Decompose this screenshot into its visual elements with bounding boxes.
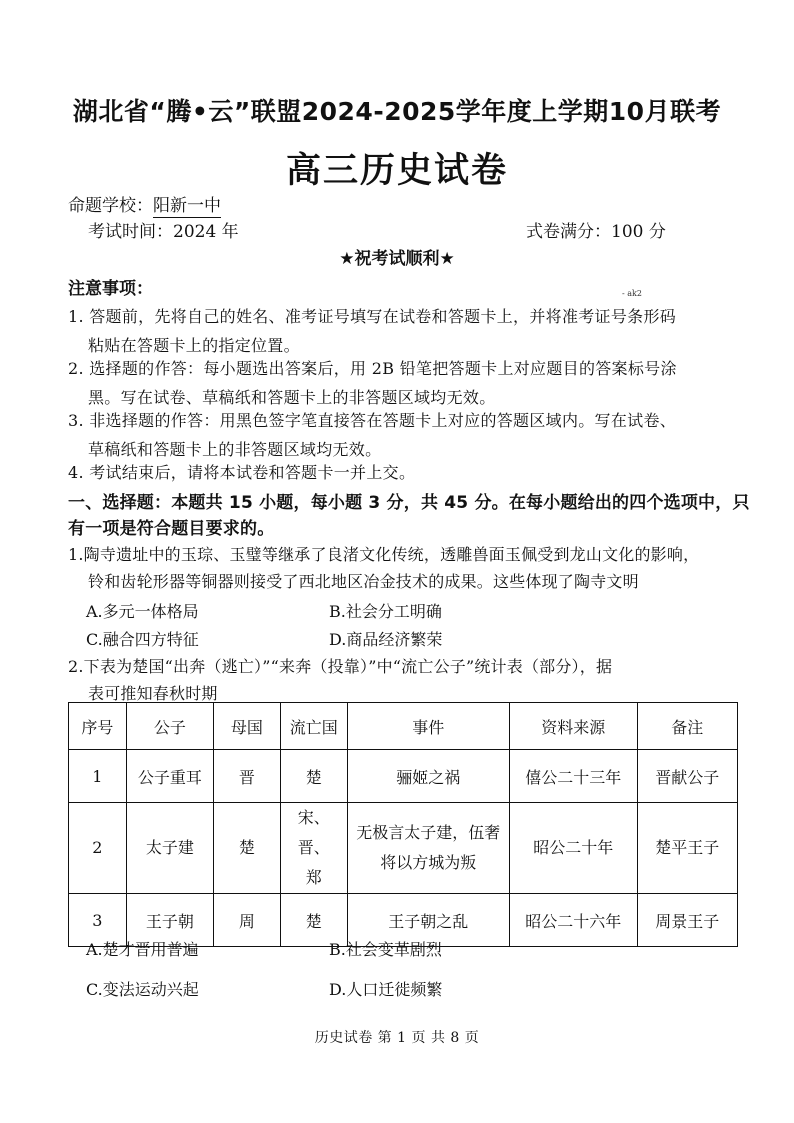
- col-header-home: 母国: [213, 703, 280, 750]
- cell-note: 周景王子: [637, 894, 737, 947]
- cell-event: 骊姬之祸: [347, 750, 509, 803]
- cell-exile: [280, 803, 347, 894]
- scan-speck: - ak2: [622, 289, 642, 298]
- cell-note: 晋献公子: [637, 750, 737, 803]
- col-header-note: 备注: [637, 703, 737, 750]
- q1-option-d: D.商品经济繁荣: [329, 630, 443, 649]
- q2-option-b: B.社会变革剧烈: [329, 940, 442, 959]
- exam-header: 湖北省“腾•云”联盟2024-2025学年度上学期10月联考: [72, 97, 722, 126]
- cell-home: 晋: [213, 750, 280, 803]
- table-row: [69, 803, 738, 894]
- q1-option-b: B.社会分工明确: [329, 602, 442, 621]
- q1-option-a: A.多元一体格局: [86, 602, 199, 621]
- cell-no: 3: [69, 894, 127, 947]
- cell-exile: 楚: [280, 894, 347, 947]
- notice-item-1-cont: 粘贴在答题卡上的指定位置。: [88, 336, 300, 355]
- cell-prince: 太子建: [126, 803, 213, 894]
- cell-note: 楚平王子: [637, 803, 737, 894]
- notice-item-4: 4. 考试结束后，请将本试卷和答题卡一并上交。: [68, 463, 416, 482]
- q2-option-d: D.人口迁徙频繁: [329, 980, 443, 999]
- cell-event-line-2: 将以方城为叛: [380, 853, 477, 872]
- cell-exile: 楚: [280, 750, 347, 803]
- notice-item-2-cont: 黑。写在试卷、草稿纸和答题卡上的非答题区域均无效。: [88, 388, 496, 407]
- notice-item-3-cont: 草稿纸和答题卡上的非答题区域均无效。: [88, 440, 382, 459]
- cell-home: 周: [213, 894, 280, 947]
- table-row: [69, 750, 738, 803]
- cell-prince: 王子朝: [126, 894, 213, 947]
- page-title: 高三历史试卷: [285, 151, 508, 191]
- notice-title: 注意事项：: [68, 279, 153, 299]
- col-header-source: 资料来源: [509, 703, 637, 750]
- col-header-no: 序号: [69, 703, 127, 750]
- cell-exile-line-1: 宋、晋、: [297, 808, 330, 857]
- cell-prince: 公子重耳: [126, 750, 213, 803]
- col-header-exile: 流亡国: [280, 703, 347, 750]
- notice-item-3: 3. 非选择题的作答：用黑色签字笔直接答在答题卡上对应的答题区域内。写在试卷、: [68, 411, 677, 430]
- section-heading-cont: 有一项是符合题目要求的。: [68, 519, 275, 539]
- full-score: 式卷满分：100 分: [526, 222, 666, 242]
- q1-option-c: C.融合四方特征: [86, 630, 199, 649]
- question-1-stem-cont: 铃和齿轮形器等铜器则接受了西北地区冶金技术的成果。这些体现了陶寺文明: [88, 572, 639, 591]
- cell-source: 昭公二十年: [509, 803, 637, 894]
- q2-option-a: A.楚才晋用普遍: [86, 940, 199, 959]
- cell-event: 王子朝之乱: [347, 894, 509, 947]
- cell-exile-line-2: 郑: [305, 868, 322, 887]
- cell-event-line-1: 无极言太子建，伍奢: [356, 823, 501, 842]
- col-header-prince: 公子: [126, 703, 213, 750]
- good-luck-banner: ★祝考试顺利★: [339, 249, 455, 269]
- school-name: 阳新一中: [153, 196, 221, 216]
- notice-item-2: 2. 选择题的作答：每小题选出答案后，用 2B 铅笔把答题卡上对应题目的答案标号涂: [68, 359, 677, 378]
- question-2-stem-cont: 表可推知春秋时期: [88, 684, 218, 703]
- school-line: [68, 191, 221, 216]
- page-footer: 历史试卷 第 1 页 共 8 页: [314, 1030, 480, 1046]
- table-header-row: [69, 703, 738, 750]
- cell-event: [347, 803, 509, 894]
- cell-no: 2: [69, 803, 127, 894]
- section-heading: 一、选择题：本题共 15 小题，每小题 3 分，共 45 分。在每小题给出的四个选项中，只: [68, 493, 750, 513]
- exile-princes-table: [68, 702, 738, 947]
- cell-source: 僖公二十三年: [509, 750, 637, 803]
- notice-item-1: 1. 答题前，先将自己的姓名、准考证号填写在试卷和答题卡上，并将准考证号条形码: [68, 307, 677, 326]
- col-header-event: 事件: [347, 703, 509, 750]
- cell-source: 昭公二十六年: [509, 894, 637, 947]
- q2-option-c: C.变法运动兴起: [86, 980, 199, 999]
- cell-home: 楚: [213, 803, 280, 894]
- school-label: 命题学校：: [68, 196, 153, 216]
- exam-time: 考试时间：2024 年: [88, 222, 239, 242]
- question-1-stem: 1.陶寺遗址中的玉琮、玉璧等继承了良渚文化传统，透雕兽面玉佩受到龙山文化的影响，: [68, 545, 700, 564]
- question-2-stem: 2.下表为楚国“出奔（逃亡）”“来奔（投靠）”中“流亡公子”统计表（部分），据: [68, 657, 613, 676]
- cell-no: 1: [69, 750, 127, 803]
